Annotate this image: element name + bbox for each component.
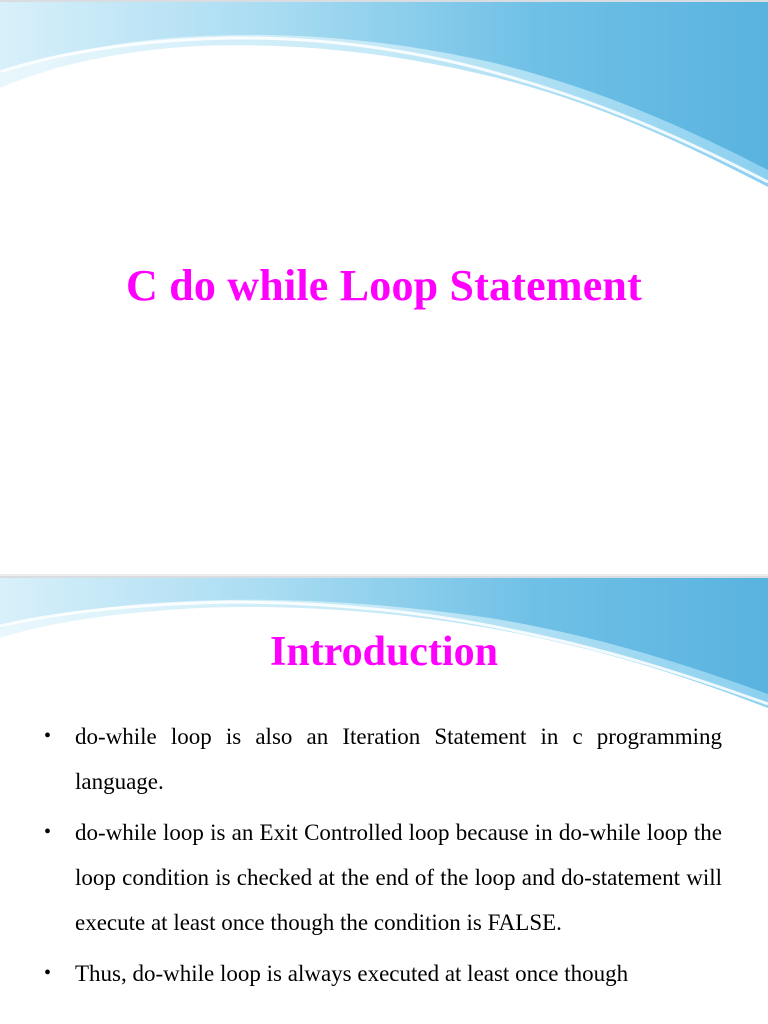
list-item (44, 951, 722, 996)
bullet-dot-icon: • (44, 962, 52, 984)
section-heading: Introduction (270, 629, 498, 675)
list-item (44, 714, 722, 804)
bullet-text: do-while loop is also an Iteration Statement in c programming language. (75, 724, 722, 794)
bullet-dot-icon: • (44, 821, 52, 843)
bullet-dot-icon: • (44, 725, 52, 747)
bullet-list (44, 714, 722, 1002)
list-item (44, 810, 722, 945)
slide-title-text: C do while Loop Statement (126, 261, 642, 310)
bullet-text: Thus, do-while loop is always executed at least once though (75, 961, 629, 986)
slide-introduction (0, 576, 768, 1024)
blue-wave-banner (0, 2, 768, 202)
bullet-text: do-while loop is an Exit Controlled loop because in do-while loop the loop condition is checked at the end of the loop and do-statement will execute at least once though the condition is FALSE. (75, 820, 722, 935)
